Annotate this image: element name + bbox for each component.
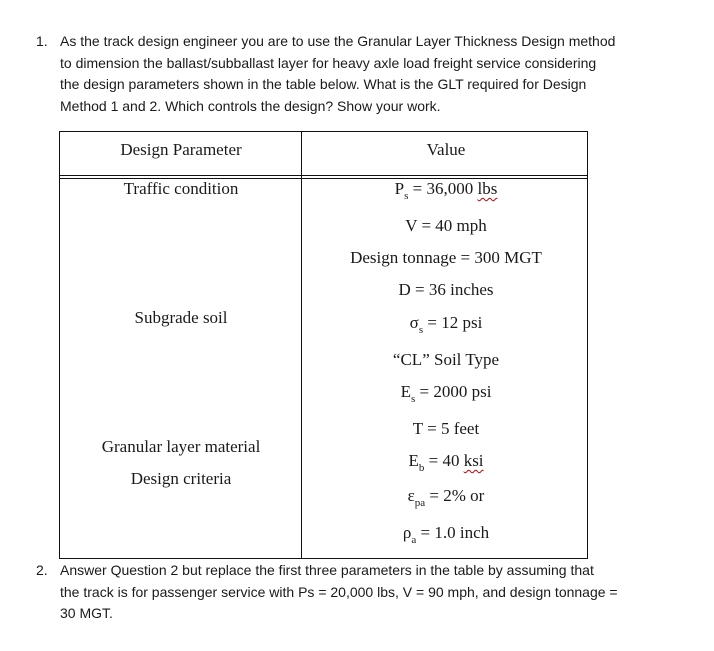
axle-load-value: = 36,000	[408, 179, 478, 198]
value-speed: V = 40 mph	[405, 216, 487, 235]
question-2-line: Answer Question 2 but replace the first three parameters in the table by assuming that	[60, 562, 594, 578]
sigma-subscript: s	[418, 324, 424, 336]
value-subgrade-modulus	[400, 382, 492, 405]
rho-symbol: ρ	[402, 523, 412, 542]
question-1-line: to dimension the ballast/subballast layer for heavy axle load freight service considering	[60, 54, 597, 71]
param-subgrade-soil: Subgrade soil	[134, 308, 228, 327]
es-subscript: s	[410, 393, 416, 405]
question-1-line: As the track design engineer you are to use the Granular Layer Thickness Design method	[60, 33, 616, 49]
param-granular-layer-material: Granular layer material	[101, 437, 261, 456]
value-thickness: T = 5 feet	[412, 419, 480, 438]
value-plastic-strain	[407, 486, 485, 509]
value-ballast-modulus	[408, 451, 484, 474]
header-divider	[60, 175, 587, 176]
param-design-criteria: Design criteria	[130, 469, 232, 488]
epsilon-subscript: pa	[414, 497, 426, 509]
sigma-symbol: σ	[409, 313, 419, 332]
value-depth: D = 36 inches	[398, 280, 494, 299]
question-2-line: 30 MGT.	[60, 605, 113, 621]
eb-unit: ksi	[463, 451, 484, 470]
question-1-line: the design parameters shown in the table below. What is the GLT required for Design	[60, 76, 587, 92]
value-subgrade-strength	[409, 313, 483, 336]
axle-load-subscript: s	[404, 190, 409, 202]
design-parameter-table	[59, 131, 588, 559]
epsilon-value: = 2% or	[425, 486, 485, 505]
rho-subscript: a	[411, 534, 417, 546]
question-2-text	[60, 560, 618, 625]
question-1-text	[60, 31, 615, 117]
value-design-tonnage: Design tonnage = 300 MGT	[350, 248, 542, 267]
es-symbol: E	[400, 382, 411, 401]
column-divider	[301, 132, 302, 558]
question-2-line: the track is for passenger service with Ps = 20,000 lbs, V = 90 mph, and design tonnage =	[60, 583, 618, 600]
eb-symbol: E	[408, 451, 419, 470]
question-1-number: 1.	[36, 33, 48, 49]
axle-load-symbol: P	[394, 179, 405, 198]
header-value: Value	[426, 140, 466, 159]
sigma-value: = 12 psi	[423, 313, 483, 332]
param-traffic-condition: Traffic condition	[123, 179, 239, 198]
eb-subscript: b	[418, 462, 425, 474]
question-2-number: 2.	[36, 562, 48, 578]
es-value: = 2000 psi	[415, 382, 492, 401]
question-1-line: Method 1 and 2. Which controls the design? Show your work.	[60, 97, 441, 114]
eb-value: = 40	[424, 451, 464, 470]
value-axle-load	[394, 179, 498, 202]
rho-value: = 1.0 inch	[416, 523, 490, 542]
header-design-parameter: Design Parameter	[120, 140, 242, 159]
value-settlement	[402, 523, 490, 546]
value-soil-type: “CL” Soil Type	[392, 350, 500, 369]
epsilon-symbol: ε	[407, 486, 415, 505]
axle-load-unit: lbs	[477, 179, 498, 198]
